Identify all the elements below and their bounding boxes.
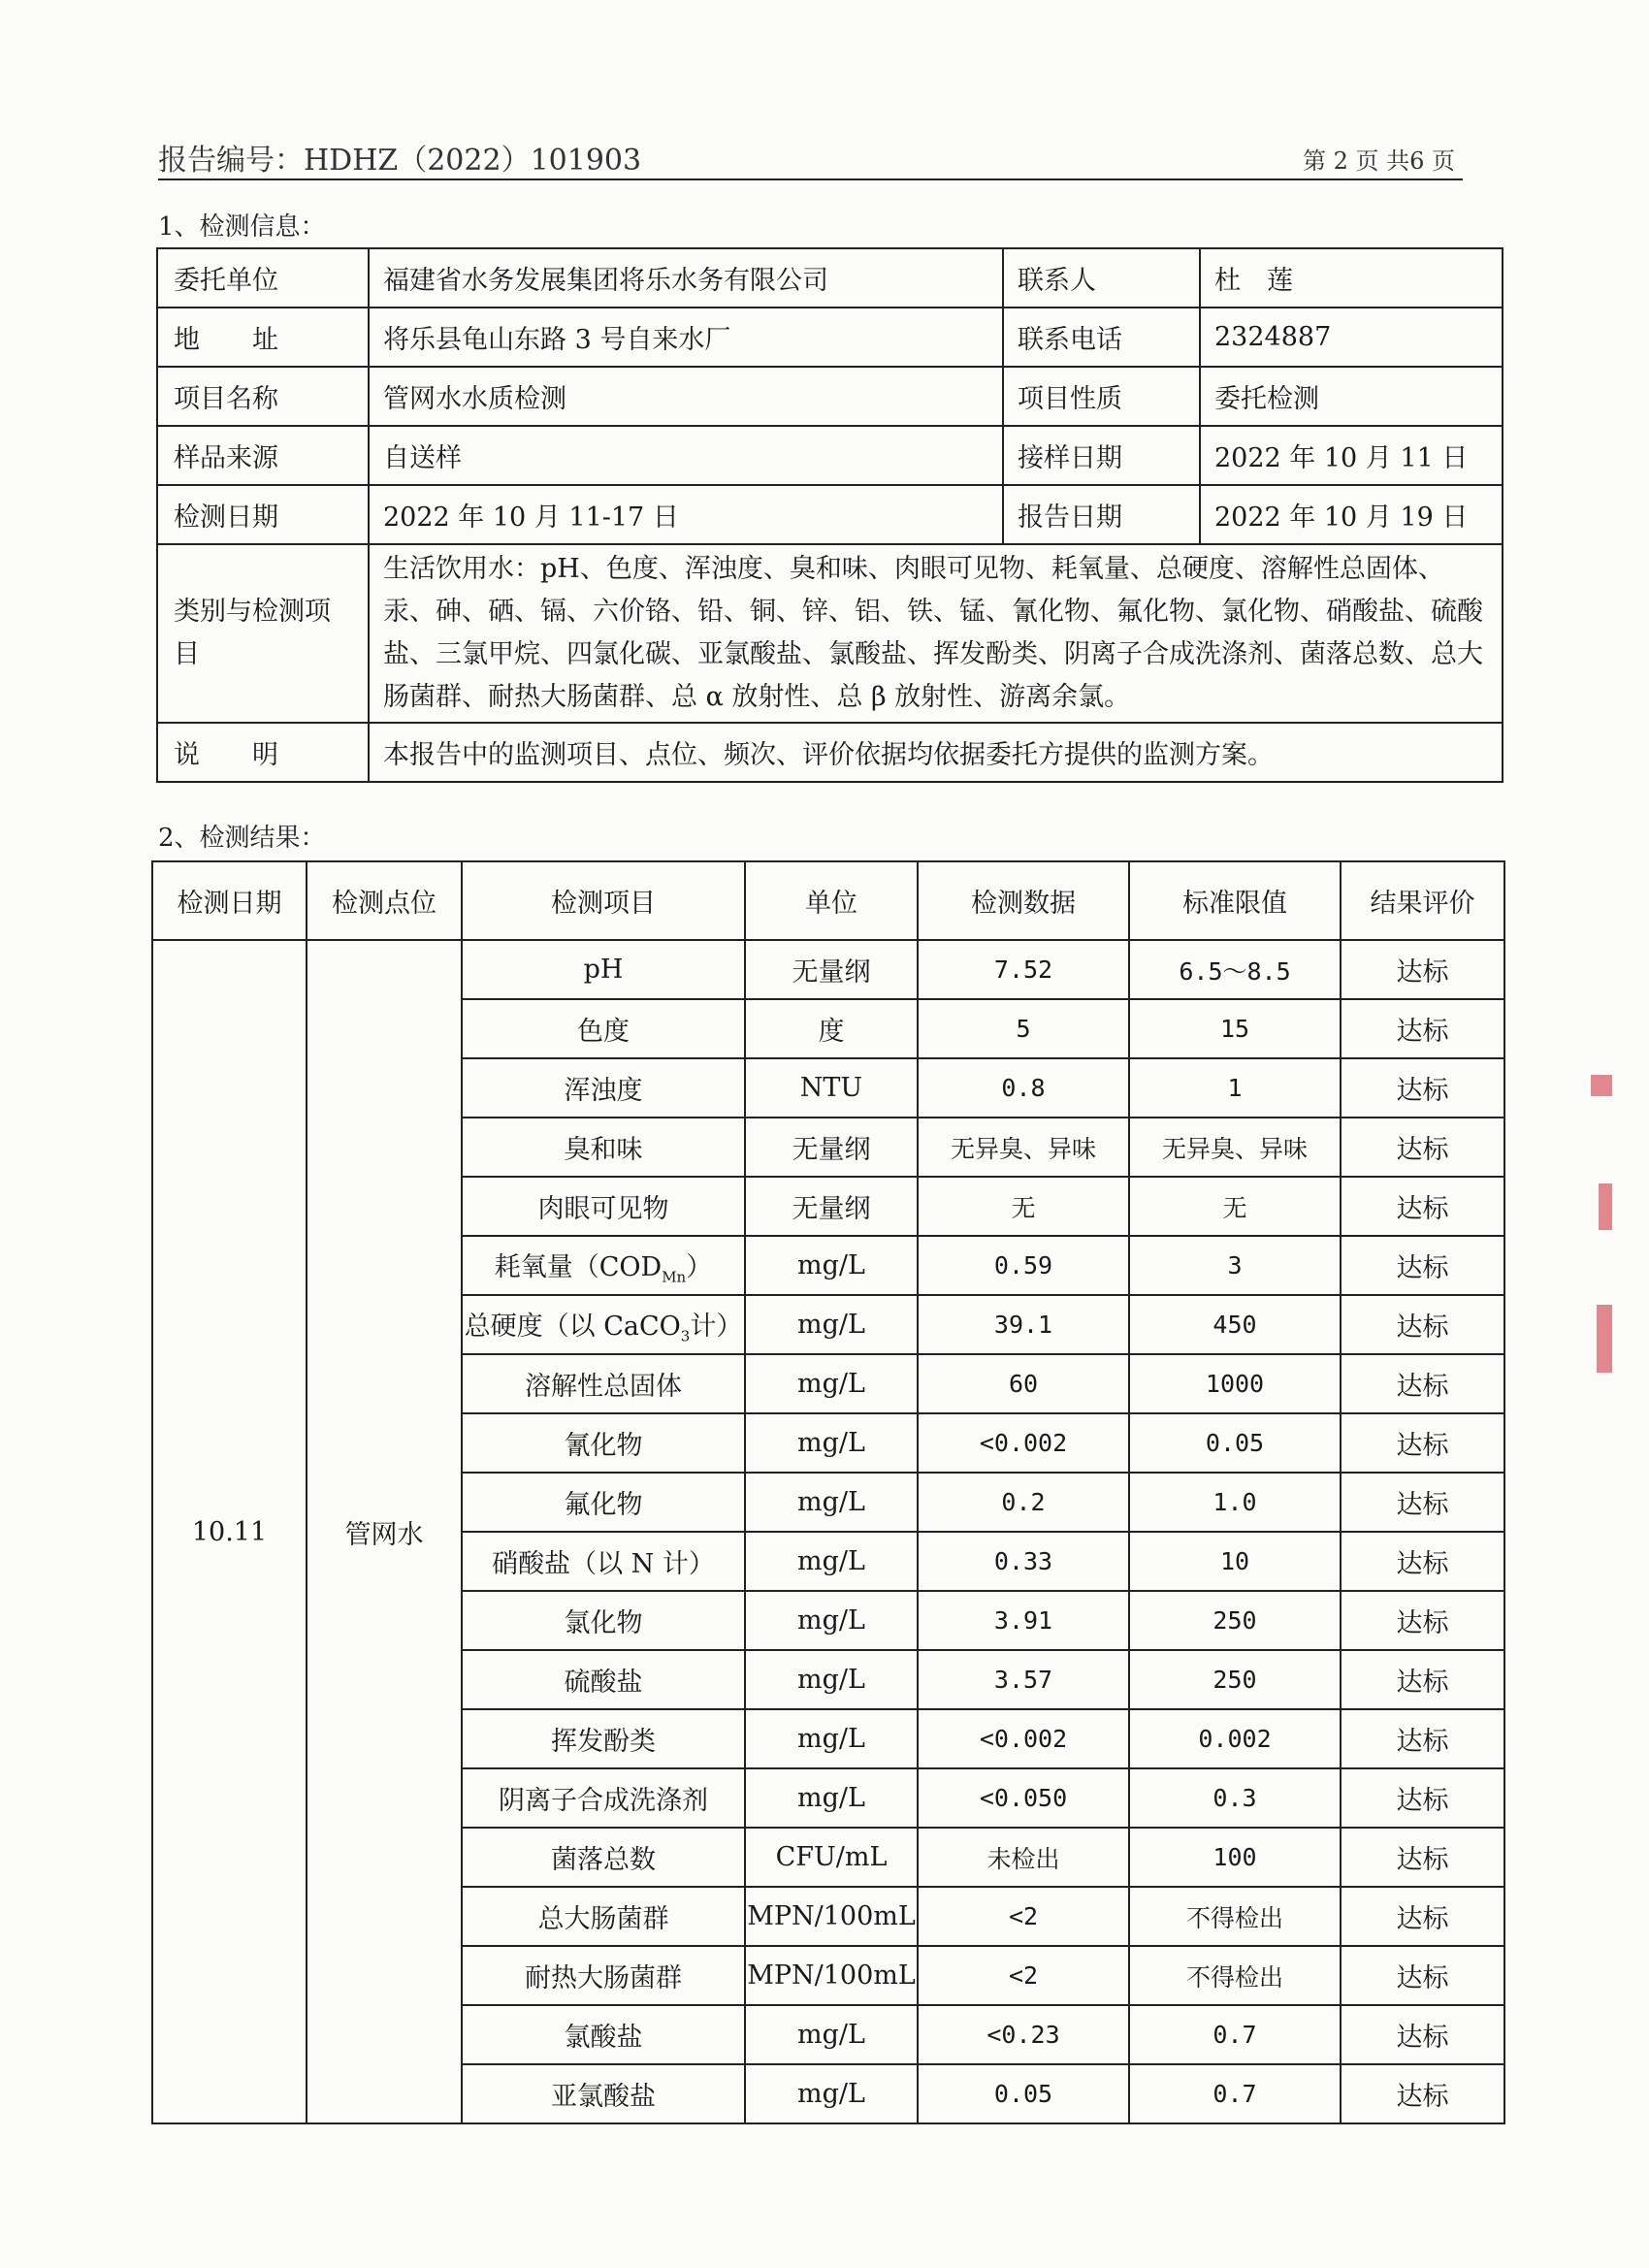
item-cell: 阴离子合成洗涤剂 — [462, 1768, 745, 1828]
client-value: 福建省水务发展集团将乐水务有限公司 — [369, 248, 1003, 308]
contact-value: 杜 莲 — [1200, 248, 1503, 308]
unit-cell: 无量纲 — [745, 940, 918, 999]
unit-cell: mg/L — [745, 1709, 918, 1768]
eval-cell: 达标 — [1341, 1354, 1504, 1413]
eval-cell: 达标 — [1341, 1532, 1504, 1591]
unit-cell: CFU/mL — [745, 1828, 918, 1887]
receive-date-value: 2022 年 10 月 11 日 — [1200, 426, 1503, 485]
results-table — [151, 860, 1505, 2124]
seal-stamp-fragment — [1599, 1183, 1612, 1230]
info-row — [157, 485, 1503, 544]
limit-cell: 1.0 — [1129, 1473, 1341, 1532]
unit-cell: 无量纲 — [745, 1118, 918, 1177]
project-label: 项目名称 — [157, 367, 369, 426]
value-cell: <2 — [918, 1946, 1129, 2005]
value-cell: <0.002 — [918, 1709, 1129, 1768]
item-cell: 挥发酚类 — [462, 1709, 745, 1768]
source-label: 样品来源 — [157, 426, 369, 485]
unit-cell: mg/L — [745, 1413, 918, 1473]
item-cell: 肉眼可见物 — [462, 1177, 745, 1236]
value-cell: 0.2 — [918, 1473, 1129, 1532]
value-cell: <2 — [918, 1887, 1129, 1946]
item-cell: pH — [462, 940, 745, 999]
value-cell: 3.57 — [918, 1650, 1129, 1709]
nature-label: 项目性质 — [1003, 367, 1200, 426]
eval-cell: 达标 — [1341, 1413, 1504, 1473]
item-cell: 氰化物 — [462, 1413, 745, 1473]
page-number: 第 2 页 共6 页 — [1302, 147, 1455, 175]
limit-cell: 10 — [1129, 1532, 1341, 1591]
value-cell: 0.8 — [918, 1058, 1129, 1118]
unit-cell: MPN/100mL — [745, 1946, 918, 2005]
value-cell: 未检出 — [918, 1828, 1129, 1887]
unit-cell: mg/L — [745, 1650, 918, 1709]
limit-cell: 6.5～8.5 — [1129, 940, 1341, 999]
item-cell: 氯酸盐 — [462, 2005, 745, 2064]
item-cell: 浑浊度 — [462, 1058, 745, 1118]
nature-value: 委托检测 — [1200, 367, 1503, 426]
header-item: 检测项目 — [462, 861, 745, 940]
unit-cell: NTU — [745, 1058, 918, 1118]
item-cell: 氯化物 — [462, 1591, 745, 1650]
scope-label: 类别与检测项目 — [157, 544, 369, 723]
report-number: 报告编号：HDHZ（2022）101903 — [158, 144, 642, 178]
unit-cell: mg/L — [745, 1295, 918, 1354]
eval-cell: 达标 — [1341, 1058, 1504, 1118]
info-row — [157, 723, 1503, 782]
unit-cell: 无量纲 — [745, 1177, 918, 1236]
eval-cell: 达标 — [1341, 1828, 1504, 1887]
eval-cell: 达标 — [1341, 1946, 1504, 2005]
item-cell: 菌落总数 — [462, 1828, 745, 1887]
header-test-date: 检测日期 — [152, 861, 307, 940]
project-value: 管网水水质检测 — [369, 367, 1003, 426]
unit-cell: mg/L — [745, 1354, 918, 1413]
note-value: 本报告中的监测项目、点位、频次、评价依据均依据委托方提供的监测方案。 — [369, 723, 1503, 782]
limit-cell: 0.05 — [1129, 1413, 1341, 1473]
value-cell: 60 — [918, 1354, 1129, 1413]
value-cell: 7.52 — [918, 940, 1129, 999]
eval-cell: 达标 — [1341, 999, 1504, 1058]
eval-cell: 达标 — [1341, 1118, 1504, 1177]
test-date-cell: 10.11 — [152, 940, 307, 2123]
unit-cell: mg/L — [745, 1473, 918, 1532]
unit-cell: mg/L — [745, 1532, 918, 1591]
phone-label: 联系电话 — [1003, 308, 1200, 367]
item-cell: 色度 — [462, 999, 745, 1058]
item-cell: 臭和味 — [462, 1118, 745, 1177]
eval-cell: 达标 — [1341, 2064, 1504, 2123]
value-cell: 0.05 — [918, 2064, 1129, 2123]
eval-cell: 达标 — [1341, 1768, 1504, 1828]
value-cell: 无异臭、异味 — [918, 1118, 1129, 1177]
value-cell: 0.33 — [918, 1532, 1129, 1591]
item-cell: 总硬度（以 CaCO$_3$计） — [462, 1295, 745, 1354]
address-label: 地 址 — [157, 308, 369, 367]
unit-cell: mg/L — [745, 1768, 918, 1828]
eval-cell: 达标 — [1341, 1650, 1504, 1709]
limit-cell: 15 — [1129, 999, 1341, 1058]
info-row — [157, 544, 1503, 723]
value-cell: 3.91 — [918, 1591, 1129, 1650]
info-row — [157, 426, 1503, 485]
info-row — [157, 248, 1503, 308]
test-date-value: 2022 年 10 月 11-17 日 — [369, 485, 1003, 544]
report-date-value: 2022 年 10 月 19 日 — [1200, 485, 1503, 544]
eval-cell: 达标 — [1341, 1709, 1504, 1768]
eval-cell: 达标 — [1341, 1473, 1504, 1532]
info-row — [157, 308, 1503, 367]
limit-cell: 不得检出 — [1129, 1887, 1341, 1946]
eval-cell: 达标 — [1341, 1591, 1504, 1650]
unit-cell: mg/L — [745, 1236, 918, 1295]
limit-cell: 250 — [1129, 1650, 1341, 1709]
eval-cell: 达标 — [1341, 1236, 1504, 1295]
source-value: 自送样 — [369, 426, 1003, 485]
eval-cell: 达标 — [1341, 1887, 1504, 1946]
item-cell: 亚氯酸盐 — [462, 2064, 745, 2123]
info-table — [156, 247, 1504, 783]
test-date-label: 检测日期 — [157, 485, 369, 544]
unit-cell: mg/L — [745, 1591, 918, 1650]
note-label: 说 明 — [157, 723, 369, 782]
site-cell: 管网水 — [307, 940, 462, 2123]
item-cell: 硫酸盐 — [462, 1650, 745, 1709]
item-cell: 溶解性总固体 — [462, 1354, 745, 1413]
report-date-label: 报告日期 — [1003, 485, 1200, 544]
value-cell: <0.23 — [918, 2005, 1129, 2064]
limit-cell: 无 — [1129, 1177, 1341, 1236]
eval-cell: 达标 — [1341, 2005, 1504, 2064]
unit-cell: MPN/100mL — [745, 1887, 918, 1946]
seal-stamp-fragment — [1597, 1305, 1612, 1373]
item-cell: 氟化物 — [462, 1473, 745, 1532]
unit-cell: 度 — [745, 999, 918, 1058]
table-row — [152, 940, 1504, 999]
section2-title: 2、检测结果： — [158, 824, 326, 853]
limit-cell: 0.7 — [1129, 2005, 1341, 2064]
limit-cell: 250 — [1129, 1591, 1341, 1650]
phone-value: 2324887 — [1200, 308, 1503, 367]
eval-cell: 达标 — [1341, 1177, 1504, 1236]
value-cell: 5 — [918, 999, 1129, 1058]
unit-cell: mg/L — [745, 2005, 918, 2064]
header-unit: 单位 — [745, 861, 918, 940]
limit-cell: 不得检出 — [1129, 1946, 1341, 2005]
results-header-row — [152, 861, 1504, 940]
header-limit: 标准限值 — [1129, 861, 1341, 940]
value-cell: <0.002 — [918, 1413, 1129, 1473]
client-label: 委托单位 — [157, 248, 369, 308]
eval-cell: 达标 — [1341, 1295, 1504, 1354]
header-eval: 结果评价 — [1341, 861, 1504, 940]
value-cell: 39.1 — [918, 1295, 1129, 1354]
limit-cell: 0.3 — [1129, 1768, 1341, 1828]
limit-cell: 3 — [1129, 1236, 1341, 1295]
section1-title: 1、检测信息： — [158, 212, 326, 242]
contact-label: 联系人 — [1003, 248, 1200, 308]
value-cell: <0.050 — [918, 1768, 1129, 1828]
limit-cell: 450 — [1129, 1295, 1341, 1354]
unit-cell: mg/L — [745, 2064, 918, 2123]
address-value: 将乐县龟山东路 3 号自来水厂 — [369, 308, 1003, 367]
item-cell: 总大肠菌群 — [462, 1887, 745, 1946]
item-cell: 硝酸盐（以 N 计） — [462, 1532, 745, 1591]
scope-value: 生活饮用水：pH、色度、浑浊度、臭和味、肉眼可见物、耗氧量、总硬度、溶解性总固体、汞、砷、硒、镉、六价铬、铅、铜、锌、铝、铁、锰、氰化物、氟化物、氯化物、硝酸盐、硫酸盐、三氯甲烷、四氯化碳、亚氯酸盐、氯酸盐、挥发酚类、阴离子合成洗涤剂、菌落总数、总大肠菌群、耐热大肠菌群、总 α 放射性、总 β 放射性、游离余氯。 — [369, 544, 1503, 723]
seal-stamp-fragment — [1591, 1075, 1612, 1096]
info-row — [157, 367, 1503, 426]
value-cell: 无 — [918, 1177, 1129, 1236]
limit-cell: 无异臭、异味 — [1129, 1118, 1341, 1177]
limit-cell: 100 — [1129, 1828, 1341, 1887]
limit-cell: 0.002 — [1129, 1709, 1341, 1768]
eval-cell: 达标 — [1341, 940, 1504, 999]
limit-cell: 0.7 — [1129, 2064, 1341, 2123]
item-cell: 耗氧量$(COD_{Mn})$ — [462, 1236, 745, 1295]
receive-date-label: 接样日期 — [1003, 426, 1200, 485]
item-cell: 耐热大肠菌群 — [462, 1946, 745, 2005]
value-cell: 0.59 — [918, 1236, 1129, 1295]
report-header — [158, 136, 1463, 180]
limit-cell: 1 — [1129, 1058, 1341, 1118]
header-value: 检测数据 — [918, 861, 1129, 940]
header-site: 检测点位 — [307, 861, 462, 940]
limit-cell: 1000 — [1129, 1354, 1341, 1413]
